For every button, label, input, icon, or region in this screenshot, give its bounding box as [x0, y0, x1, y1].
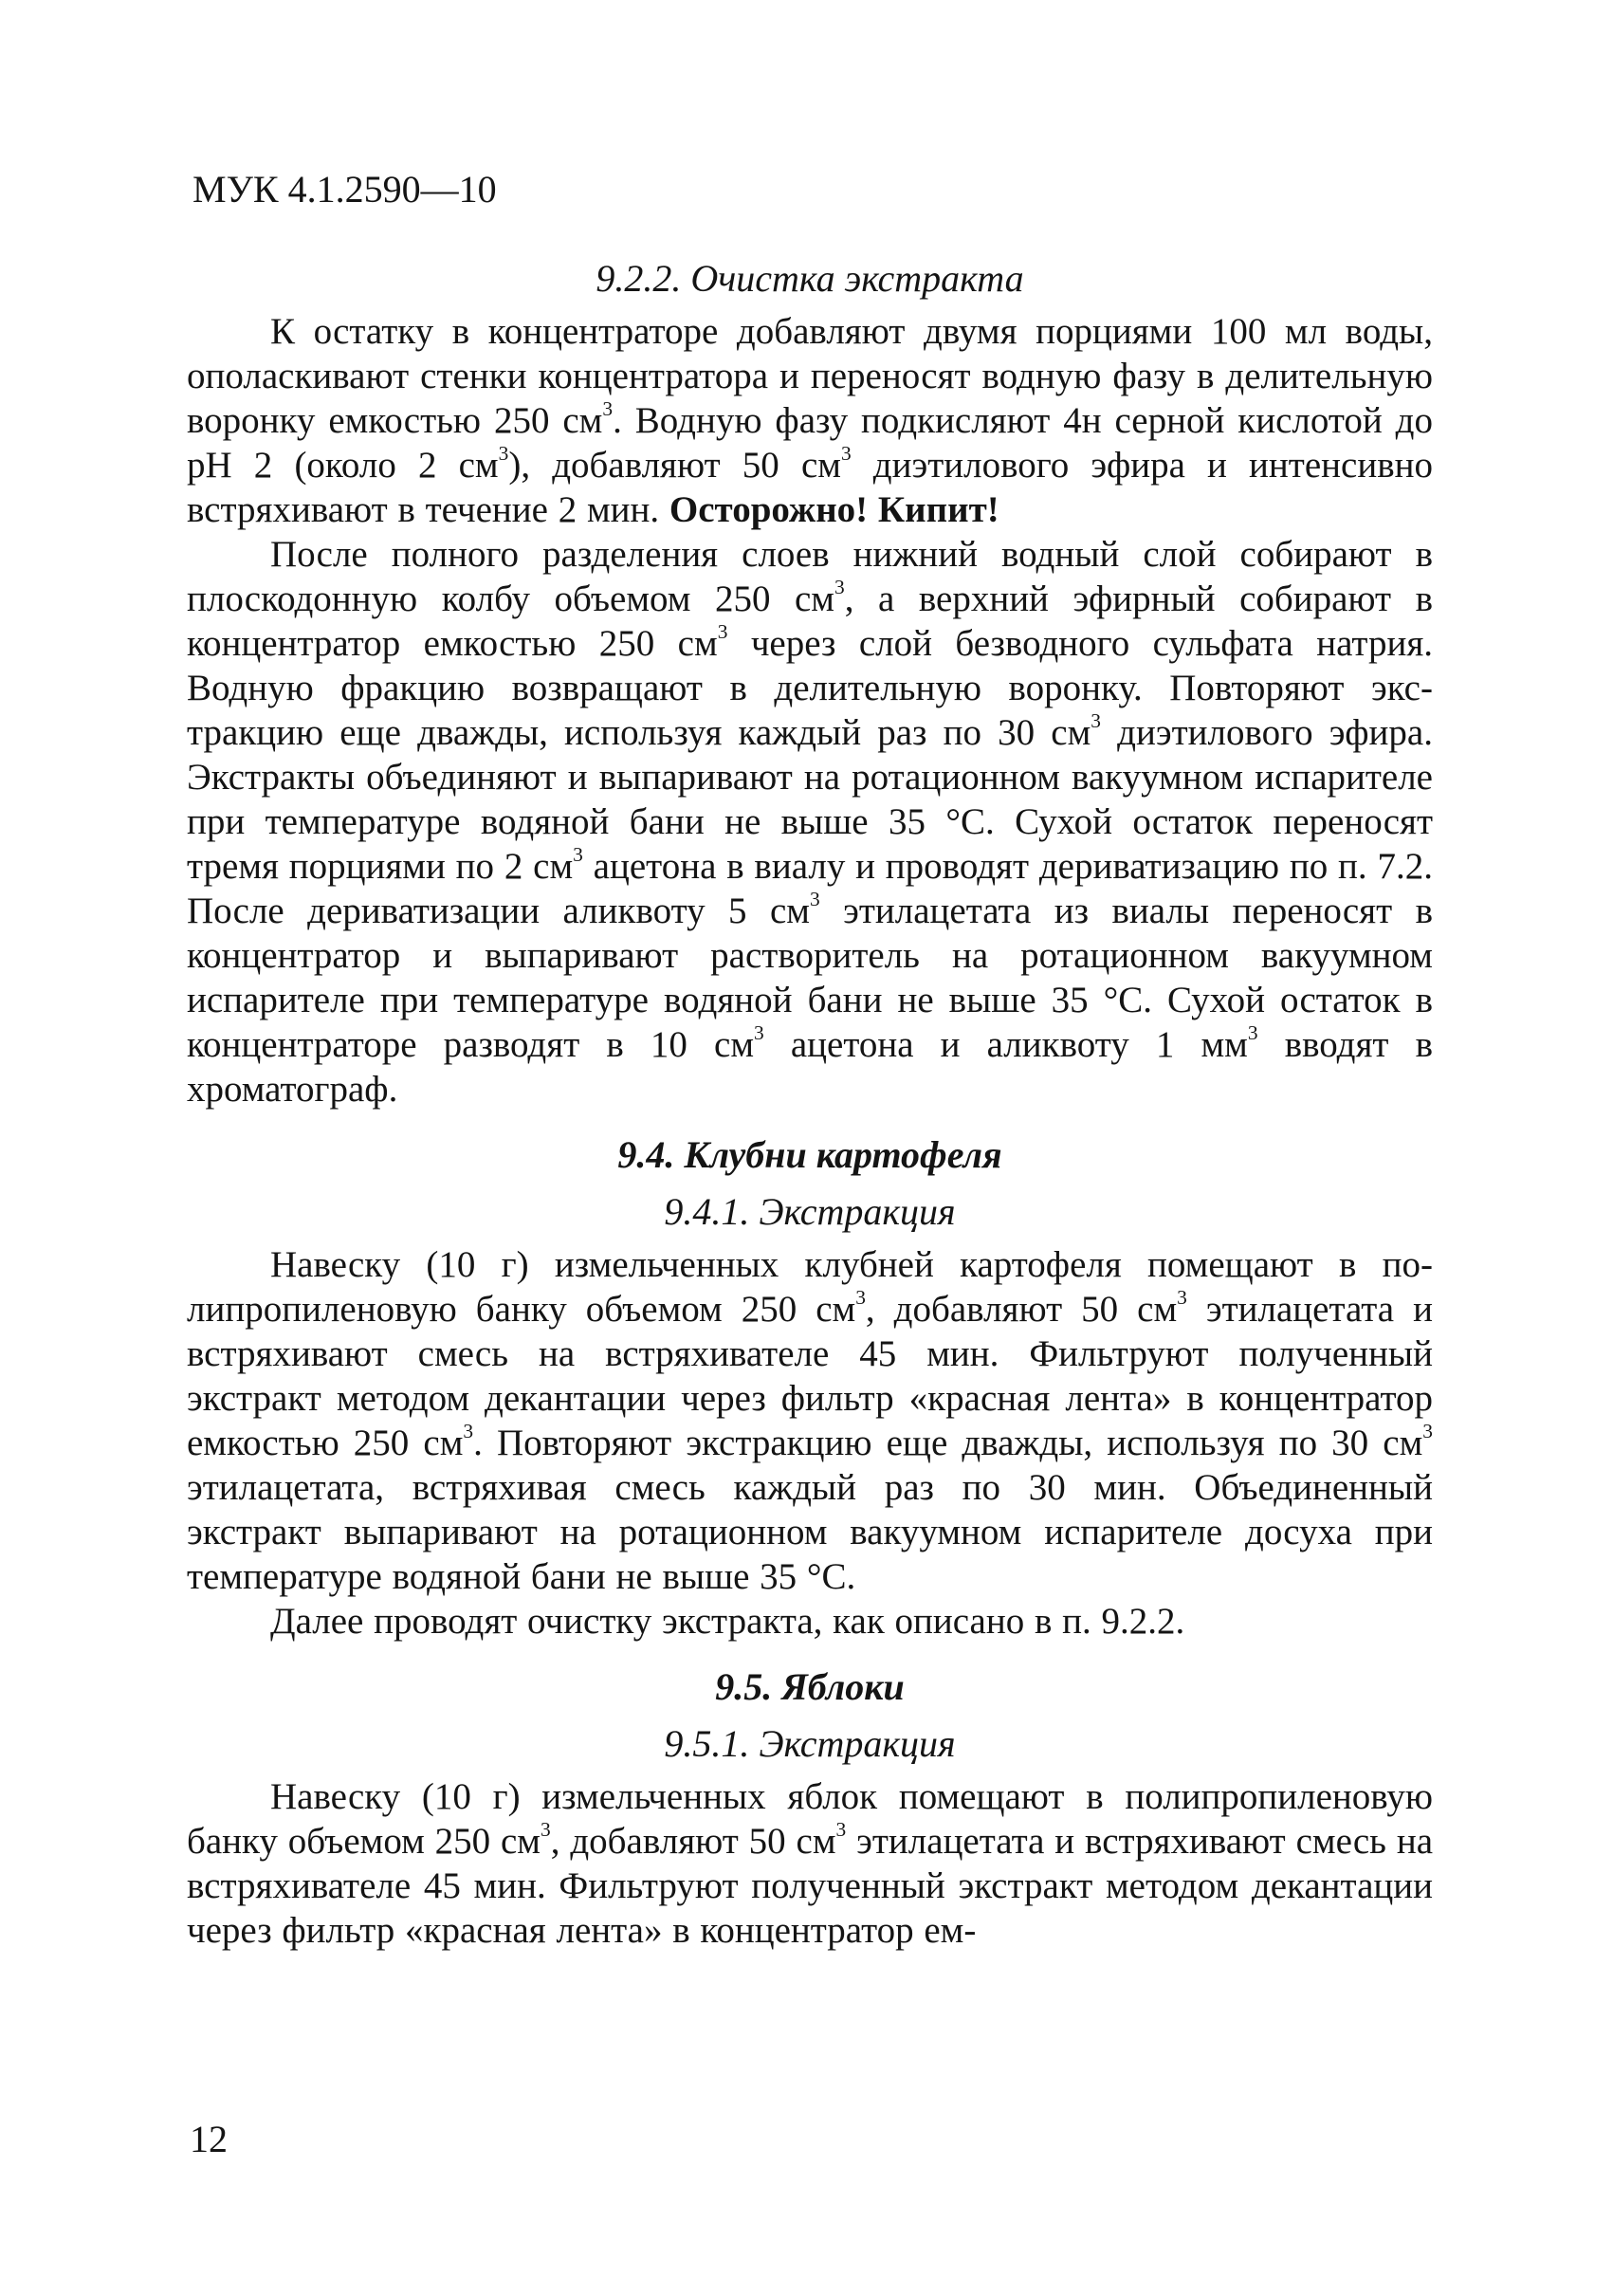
superscript: 3: [1247, 1020, 1258, 1044]
text-run: диэтилового эфира. Экстракты объединяют и выпаривают на ротационном вакуумном испарителе при температуре водяной бани не выше 35 °С. Сухой остаток переносят тремя порциями по 2 см: [187, 712, 1433, 887]
text-run: , добавляют 50 см: [865, 1289, 1178, 1330]
superscript: 3: [602, 396, 614, 420]
superscript: 3: [840, 441, 852, 465]
superscript: 3: [835, 1817, 847, 1841]
text-run: через слой безводного сульфата натрия. Водную фракцию возвращают в делительную воронку. Повторяют экстракцию еще дважды, используя каждый раз по 30 см: [187, 623, 1434, 753]
paragraph: [187, 1599, 1433, 1644]
warning-text: Осторожно! Кипит!: [669, 489, 999, 530]
superscript: 3: [1091, 708, 1101, 732]
superscript: 3: [855, 1285, 866, 1309]
subsection-heading: 9.2.2. Очистка экстракта: [596, 257, 1024, 300]
paragraph: [187, 1774, 1433, 1953]
superscript: 3: [1177, 1285, 1187, 1309]
superscript: 3: [541, 1817, 551, 1841]
paragraph: [187, 1242, 1433, 1599]
superscript: 3: [717, 619, 728, 643]
superscript: 3: [1422, 1419, 1433, 1442]
text-run: диэтилового эфира и интенсивно встряхивают в течение 2 мин.: [187, 445, 1433, 530]
text-run: , а верхний эфирный собирают в концентратор емкостью 250 см: [187, 579, 1434, 664]
paragraph: [187, 532, 1433, 1111]
text-run: К остатку в концентраторе добавляют двумя порциями 100 мл воды, ополаскивают стенки концентратора и переносят водную фазу в делительную воронку емкостью 250 см: [187, 311, 1433, 441]
section-heading: 9.4. Клубни картофеля: [617, 1133, 1002, 1176]
text-run: . Повторяют экстракцию еще дважды, используя по 30 см: [473, 1423, 1423, 1463]
subsection-heading: 9.5.1. Экстракция: [664, 1722, 956, 1765]
page-number: 12: [190, 2118, 228, 2160]
superscript: 3: [834, 575, 845, 598]
subsection-heading: 9.4.1. Экстракция: [664, 1190, 956, 1233]
text-run: ацетона и аликвоту 1 мм: [763, 1024, 1248, 1065]
superscript: 3: [463, 1419, 474, 1442]
document-code: МУК 4.1.2590—10: [192, 168, 497, 211]
superscript: 3: [754, 1020, 764, 1044]
text-run: После полного разделения слоев нижний водный слой собирают в плоскодонную колбу объемом 250 см: [187, 534, 1433, 619]
superscript: 3: [809, 887, 820, 910]
page-content: [187, 256, 1433, 1953]
text-run: Навеску (10 г) измельченных яблок помещают в полипропиленовую банку объемом 250 см: [187, 1776, 1433, 1862]
text-run: Далее проводят очистку экстракта, как описано в п. 9.2.2.: [270, 1601, 1185, 1642]
superscript: 3: [573, 842, 583, 866]
text-run: . Водную фазу подкисляют 4н серной кислотой до pH 2 (около 2 см: [187, 400, 1433, 486]
text-run: ацетона в виалу и проводят дериватизацию по п. 7.2. После дериватизации аликвоту 5 см: [187, 846, 1433, 931]
text-run: Навеску (10 г) измельченных клубней картофеля помещают в полипропиленовую банку объемом 250 см: [187, 1244, 1433, 1330]
text-run: , добавляют 50 см: [550, 1821, 836, 1862]
text-run: этилацетата и встряхивают смесь на встряхивателе 45 мин. Фильтруют полученный экстракт методом декантации через фильтр «красная лента» в концентратор ем-: [187, 1821, 1434, 1951]
text-run: вводят в хроматограф.: [187, 1024, 1433, 1110]
text-run: ), добавляют 50 см: [508, 445, 841, 486]
text-run: этилацетата из виалы переносят в концентратор и выпаривают растворитель на ротационном вакуумном испарителе при температуре водяной бани не выше 35 °С. Сухой остаток в концентраторе разводят в 10 см: [187, 891, 1433, 1065]
paragraph: [187, 309, 1433, 532]
text-run: этилацетата, встряхивая смесь каждый раз по 30 мин. Объединенный экстракт выпаривают на ротационном вакуумном испарителе досуха при температуре водяной бани не выше 35 °С.: [187, 1467, 1433, 1597]
text-run: этилацетата и встряхивают смесь на встряхивателе 45 мин. Фильтруют полученный экстракт методом декантации через фильтр «красная лента» в концентратор емкостью 250 см: [187, 1289, 1433, 1463]
section-heading: 9.5. Яблоки: [715, 1665, 905, 1708]
superscript: 3: [498, 441, 509, 465]
